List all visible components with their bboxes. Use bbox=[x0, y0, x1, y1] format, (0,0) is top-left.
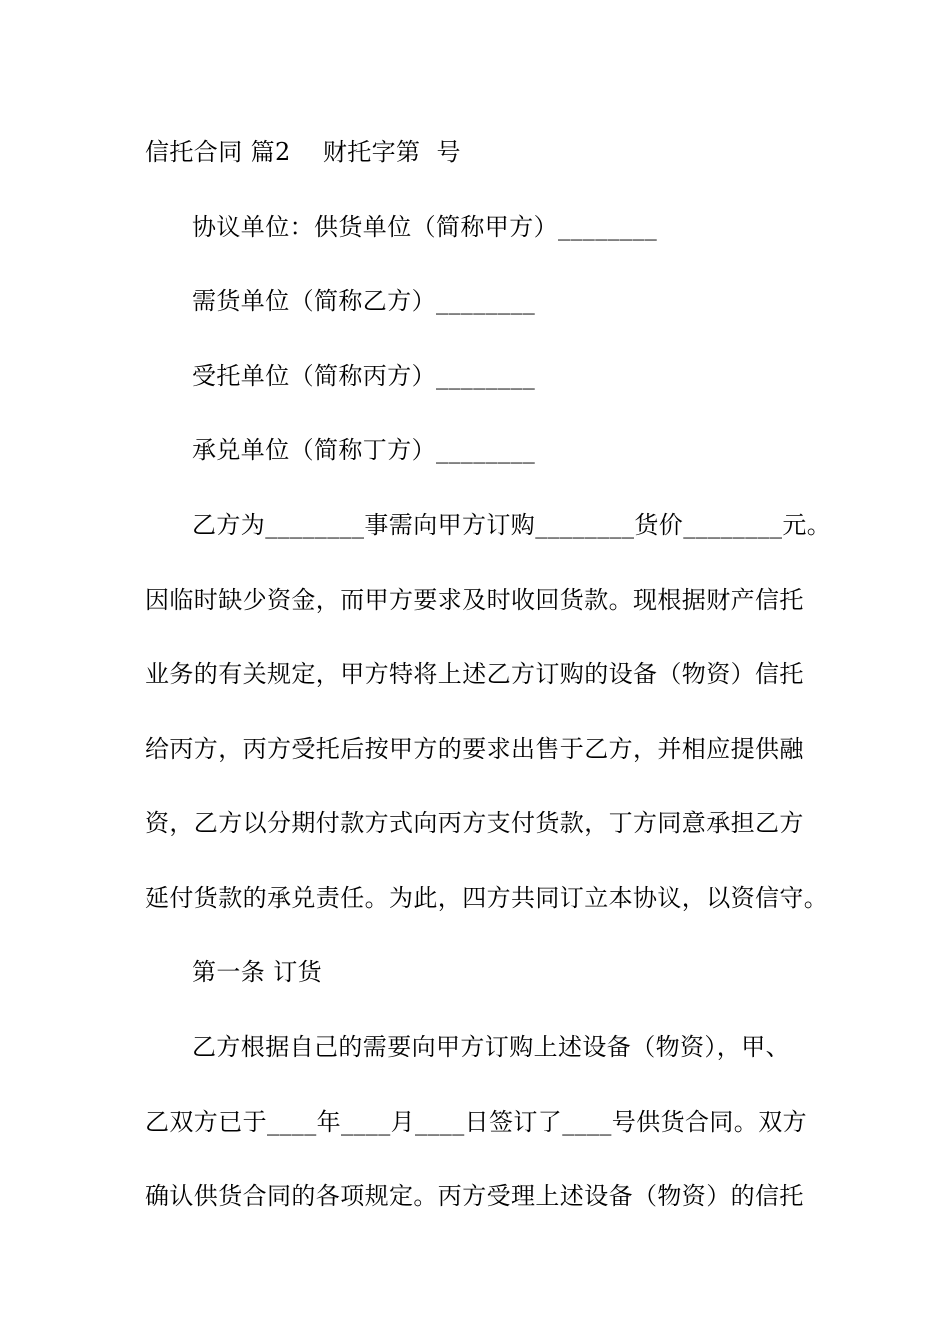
body-paragraph-line: 乙方为________事需向甲方订购________货价________元。 bbox=[192, 511, 832, 539]
article-heading: 第一条 订货 bbox=[192, 958, 323, 986]
body-paragraph-line: 乙双方已于____年____月____日签订了____号供货合同。双方 bbox=[145, 1108, 807, 1136]
document-title: 信托合同 篇2 财托字第 号 bbox=[145, 138, 461, 166]
body-paragraph-line: 因临时缺少资金，而甲方要求及时收回货款。现根据财产信托 bbox=[145, 586, 804, 614]
party-a-line: 协议单位：供货单位（简称甲方）________ bbox=[192, 213, 658, 241]
party-c-line: 受托单位（简称丙方）________ bbox=[192, 362, 536, 390]
party-b-line: 需货单位（简称乙方）________ bbox=[192, 287, 536, 315]
body-paragraph-line: 乙方根据自己的需要向甲方订购上述设备（物资），甲、 bbox=[192, 1033, 790, 1061]
body-paragraph-line: 确认供货合同的各项规定。丙方受理上述设备（物资）的信托 bbox=[145, 1182, 804, 1210]
body-paragraph-line: 延付货款的承兑责任。为此，四方共同订立本协议，以资信守。 bbox=[145, 884, 829, 912]
body-paragraph-line: 给丙方，丙方受托后按甲方的要求出售于乙方，并相应提供融 bbox=[145, 735, 804, 763]
body-paragraph-line: 资，乙方以分期付款方式向丙方支付货款，丁方同意承担乙方 bbox=[145, 809, 804, 837]
body-paragraph-line: 业务的有关规定，甲方特将上述乙方订购的设备（物资）信托 bbox=[145, 660, 804, 688]
party-d-line: 承兑单位（简称丁方）________ bbox=[192, 436, 536, 464]
